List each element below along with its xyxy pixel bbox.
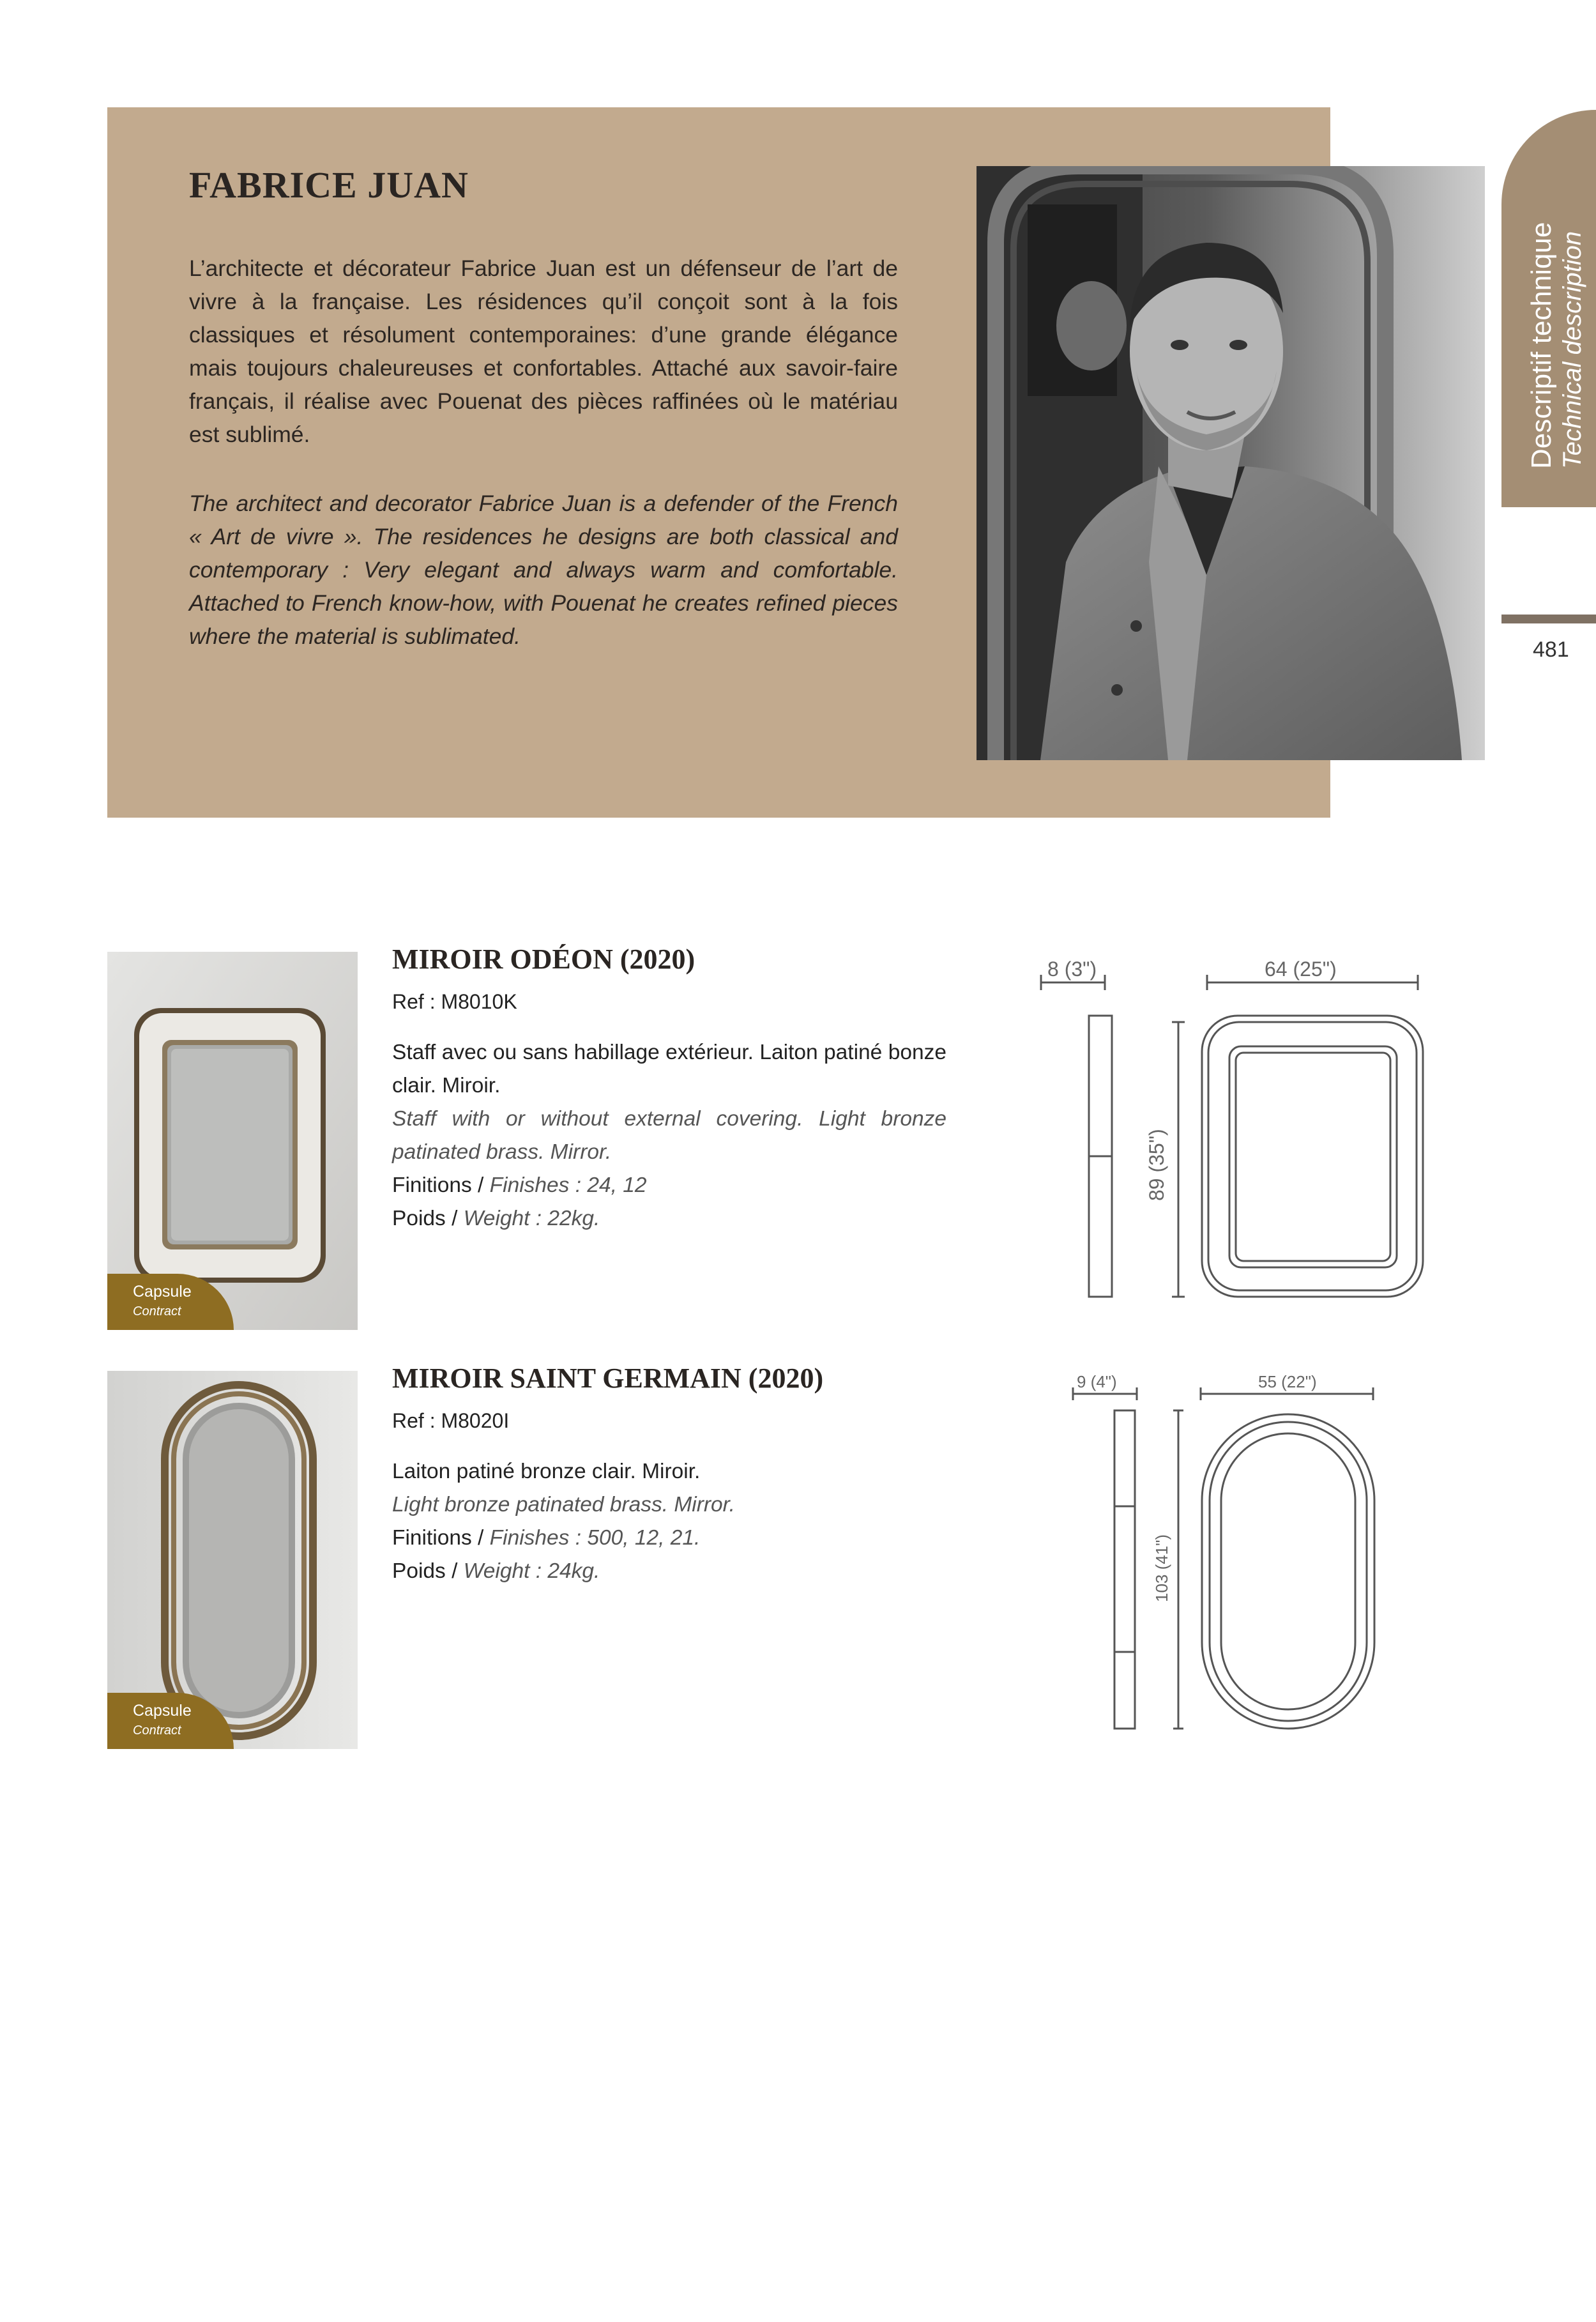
product-weight — [392, 1202, 946, 1235]
product-finishes — [392, 1522, 946, 1555]
weight-value: Weight : 24kg. — [463, 1559, 600, 1583]
product-details-saint-germain — [392, 1455, 946, 1588]
technical-drawing-odeon — [1009, 952, 1488, 1329]
product-details-odeon — [392, 1036, 946, 1235]
technical-drawing-saint-germain — [1060, 1366, 1418, 1749]
finishes-value: Finishes : 24, 12 — [489, 1173, 647, 1197]
section-tab — [1501, 110, 1596, 507]
badge-line1: Capsule — [133, 1283, 192, 1301]
designer-bio-en: The architect and decorator Fabrice Juan is a defender of the French « Art de vivre ». The residences he designs are both classical and contemporary : Very elegant and always warm and comfortable. Attached to French know-how, with Pouenat he creates refined pieces where the material is sublimated. — [189, 491, 898, 649]
product-photo-odeon — [107, 952, 358, 1330]
product-desc-fr: Laiton patiné bronze clair. Miroir. — [392, 1460, 701, 1483]
drawing-width-label: 55 (22") — [1258, 1372, 1317, 1391]
badge-line2: Contract — [133, 1304, 181, 1318]
product-title-saint-germain: MIROIR SAINT GERMAIN (2020) — [392, 1363, 824, 1394]
section-tab-title-fr: Descriptif technique — [1526, 222, 1557, 469]
page-number: 481 — [1533, 638, 1569, 662]
product-finishes — [392, 1169, 946, 1202]
badge-line2: Contract — [133, 1723, 181, 1738]
weight-label: Poids / — [392, 1559, 464, 1583]
finishes-label: Finitions / — [392, 1173, 490, 1197]
product-desc-fr: Staff avec ou sans habillage extérieur. Laiton patiné bonze clair. Miroir. — [392, 1041, 946, 1097]
section-tab-text — [1526, 137, 1587, 469]
drawing-width-label: 64 (25") — [1265, 958, 1337, 981]
badge-line1: Capsule — [133, 1702, 192, 1720]
product-desc-en: Light bronze patinated brass. Mirror. — [392, 1493, 735, 1516]
section-tab-title-en: Technical description — [1558, 231, 1586, 469]
product-ref-saint-germain: Ref : M8020I — [392, 1409, 510, 1432]
product-title-odeon: MIROIR ODÉON (2020) — [392, 943, 695, 975]
product-weight — [392, 1555, 946, 1588]
drawing-height-label: 103 (41") — [1152, 1534, 1171, 1602]
designer-bio-fr: L’architecte et décorateur Fabrice Juan est un défenseur de l’art de vivre à la française. Les résidences qu’il conçoit sont à la fois classiques et résolument contemporaines: d’une grande élégance mais toujours chaleureuses et confortables. Attaché aux savoir-faire français, il réalise avec Pouenat des pièces raffinées où le matériau est sublimé. — [189, 256, 898, 447]
designer-name: FABRICE JUAN — [189, 164, 469, 206]
drawing-depth-label: 8 (3") — [1047, 958, 1097, 981]
drawing-height-label: 89 (35") — [1145, 1129, 1168, 1201]
finishes-value: Finishes : 500, 12, 21. — [489, 1526, 701, 1550]
portrait-photo — [977, 166, 1485, 760]
product-photo-saint-germain — [107, 1371, 358, 1749]
product-desc-en: Staff with or without external covering. Light bronze patinated brass. Mirror. — [392, 1107, 946, 1164]
weight-value: Weight : 22kg. — [463, 1207, 600, 1230]
designer-portrait — [977, 166, 1485, 760]
drawing-depth-label: 9 (4") — [1077, 1372, 1117, 1391]
finishes-label: Finitions / — [392, 1526, 490, 1550]
product-ref-odeon: Ref : M8010K — [392, 990, 517, 1013]
page-number-rule — [1501, 615, 1596, 623]
weight-label: Poids / — [392, 1207, 464, 1230]
